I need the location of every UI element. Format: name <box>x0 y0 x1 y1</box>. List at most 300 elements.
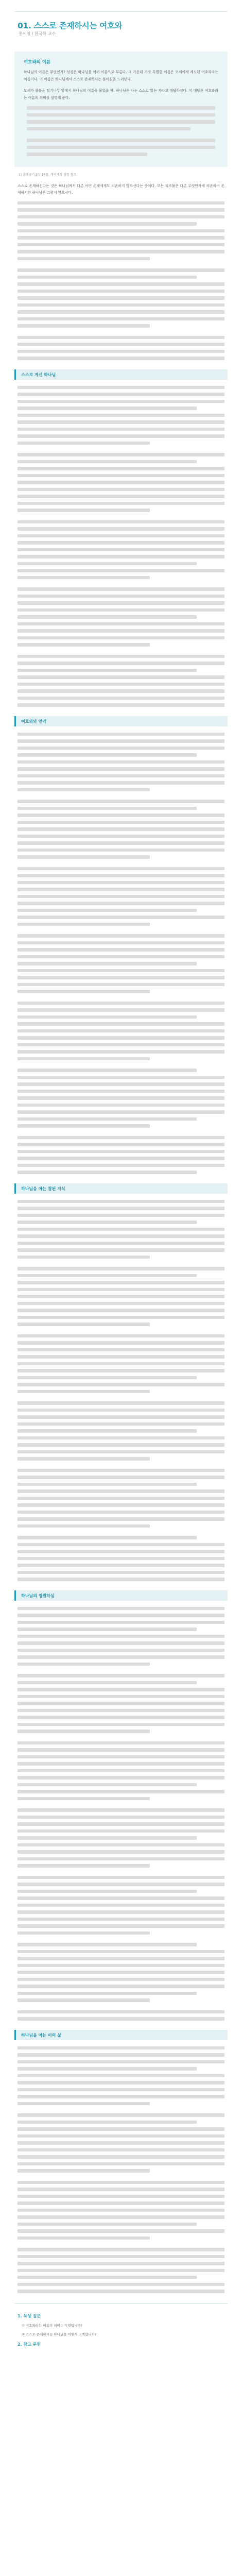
text-line <box>18 1621 224 1624</box>
text-line <box>18 1104 224 1107</box>
text-line <box>18 1057 150 1061</box>
text-line <box>18 1143 224 1146</box>
text-line <box>18 2148 224 2152</box>
section-heading: 하나님의 영원하심 <box>21 1593 55 1598</box>
text-line <box>18 1762 224 1766</box>
text-line <box>18 1469 224 1472</box>
text-line <box>18 2074 224 2078</box>
text-line <box>18 747 224 750</box>
text-line <box>18 453 224 456</box>
text-line <box>18 576 150 580</box>
text-line <box>18 1450 224 1454</box>
text-line <box>18 420 224 424</box>
text-line <box>18 1985 224 1988</box>
text-line <box>18 1681 197 1685</box>
text-line <box>18 534 224 538</box>
text-line <box>18 1228 224 1231</box>
text-line <box>18 208 224 212</box>
text-line <box>18 675 224 679</box>
text-line <box>18 753 197 757</box>
text-line <box>18 1124 150 1128</box>
text-line <box>18 1050 224 1054</box>
text-line <box>18 1069 197 1072</box>
text-line <box>18 760 224 764</box>
text-line <box>18 2195 224 2198</box>
text-line <box>18 1748 224 1752</box>
text-block <box>14 201 228 360</box>
text-line <box>18 548 224 552</box>
text-line <box>18 2229 224 2233</box>
text-line <box>18 2134 224 2138</box>
text-line <box>18 697 224 700</box>
text-line <box>18 243 224 247</box>
text-line <box>18 849 224 852</box>
text-line <box>18 983 224 987</box>
text-line <box>18 1150 224 1154</box>
text-line <box>18 855 150 859</box>
section-heading-bar <box>14 1590 228 1601</box>
document-title: 01. 스스로 존재하시는 여호와 <box>18 21 123 30</box>
text-line <box>18 2067 197 2071</box>
text-line <box>18 336 224 340</box>
text-block <box>14 386 228 707</box>
text-line <box>18 767 224 771</box>
notes-heading: 2. 참고 문헌 <box>18 2342 41 2347</box>
header-rule <box>14 11 228 12</box>
text-line <box>18 1730 150 1733</box>
text-line <box>18 2236 150 2240</box>
text-line <box>18 1741 224 1745</box>
text-line <box>27 152 147 156</box>
text-line <box>18 1783 197 1787</box>
section-heading-bar <box>14 369 228 380</box>
text-line <box>18 541 224 545</box>
text-line <box>18 2215 224 2219</box>
intro-box <box>14 52 228 167</box>
text-line <box>18 1896 224 1900</box>
text-line <box>18 1992 197 1995</box>
text-line <box>18 1971 224 1974</box>
text-line <box>18 406 197 410</box>
text-line <box>18 229 224 233</box>
text-line <box>18 2201 224 2205</box>
text-line <box>18 1476 224 1479</box>
text-line <box>18 1808 224 1812</box>
text-line <box>18 1256 150 1259</box>
text-line <box>18 1571 224 1574</box>
section-heading-bar <box>14 716 228 726</box>
text-line <box>18 781 224 785</box>
text-line <box>18 460 197 464</box>
text-line <box>18 739 224 743</box>
text-line <box>18 317 224 321</box>
text-line <box>18 1096 224 1100</box>
text-block <box>14 1200 228 1581</box>
text-line <box>18 1136 224 1140</box>
text-line <box>18 324 150 328</box>
text-line <box>18 1214 224 1217</box>
footnote: 1) 출애굽기 3장 14절, 개역개정 성경 참조. <box>19 173 78 177</box>
section <box>14 716 228 1174</box>
text-line <box>18 1790 224 1793</box>
text-line <box>18 1383 224 1386</box>
text-line <box>18 1517 224 1521</box>
text-line <box>18 509 150 512</box>
text-line <box>18 1607 224 1611</box>
text-line <box>18 629 224 633</box>
text-line <box>18 2248 224 2251</box>
text-line <box>18 962 197 965</box>
text-line <box>27 146 215 149</box>
text-line <box>18 2169 150 2173</box>
text-line <box>18 800 224 803</box>
text-line <box>18 1369 224 1372</box>
text-line <box>18 1649 224 1652</box>
text-line <box>18 1002 224 1005</box>
text-line <box>18 428 224 431</box>
text-line <box>18 608 224 612</box>
text-line <box>18 1904 224 1907</box>
text-line <box>18 1409 224 1412</box>
text-line <box>18 1171 197 1174</box>
text-line <box>18 941 224 945</box>
text-line <box>18 615 197 619</box>
text-line <box>18 1355 224 1359</box>
text-line <box>27 106 215 110</box>
text-line <box>18 1776 224 1780</box>
text-line <box>18 2088 224 2092</box>
text-line <box>18 296 224 300</box>
text-line <box>18 1200 224 1204</box>
text-line <box>18 1164 224 1167</box>
text-line <box>18 1924 224 1928</box>
text-line <box>18 1415 224 1419</box>
text-line <box>27 113 215 117</box>
text-line <box>18 2113 224 2117</box>
text-line <box>27 139 215 142</box>
text-line <box>18 1029 224 1033</box>
text-line <box>18 655 224 658</box>
text-line <box>18 821 224 824</box>
text-line <box>18 1843 224 1847</box>
text-line <box>18 2010 224 2014</box>
intro-paragraph: 하나님의 이름은 무엇인가? 성경은 하나님을 여러 이름으로 부른다. 그 가운데 가장 특별한 이름은 모세에게 계시된 여호와라는 이름이다. 이 이름은 하나님께서 스스로 존재하시는 분이심을 드러낸다. <box>24 70 218 81</box>
document-page <box>14 0 228 2351</box>
text-line <box>18 1422 224 1426</box>
text-line <box>18 2017 224 2021</box>
section <box>14 2030 228 2293</box>
text-line <box>18 1288 224 1292</box>
text-line <box>18 2155 224 2159</box>
text-line <box>18 555 224 558</box>
section-heading-bar <box>14 1183 228 1194</box>
text-line <box>18 895 224 899</box>
text-line <box>18 1822 224 1826</box>
text-line <box>18 2162 224 2166</box>
text-line <box>18 934 224 938</box>
text-line <box>18 2127 224 2131</box>
text-line <box>18 1295 224 1298</box>
section <box>14 369 228 707</box>
text-line <box>18 414 224 417</box>
text-line <box>18 310 224 314</box>
text-line <box>18 1401 224 1405</box>
text-line <box>18 1816 224 1819</box>
text-line <box>18 969 224 973</box>
text-line <box>18 481 224 484</box>
text-line <box>18 601 224 605</box>
text-line <box>18 1309 224 1312</box>
author-line: 홍세영 / 한국학 교수 <box>19 31 56 36</box>
text-line <box>18 1376 197 1380</box>
text-line <box>18 733 224 736</box>
text-line <box>18 814 224 817</box>
text-line <box>18 1943 197 1946</box>
text-line <box>18 703 224 707</box>
section-heading-bar <box>14 2030 228 2040</box>
text-line <box>18 1864 150 1868</box>
section <box>14 1590 228 2021</box>
text-line <box>18 1267 224 1270</box>
text-line <box>18 1797 150 1801</box>
text-line <box>18 357 224 360</box>
text-line <box>18 835 224 838</box>
text-line <box>18 2223 197 2226</box>
text-line <box>18 1957 224 1960</box>
section-heading: 하나님을 아는 이의 삶 <box>21 2032 61 2038</box>
question-item: ② 스스로 존재하시는 하나님을 어떻게 고백합니까? <box>22 2332 97 2336</box>
text-line <box>18 2188 224 2191</box>
text-line <box>18 1688 224 1691</box>
text-line <box>18 916 224 919</box>
body-paragraph: 스스로 존재하신다는 것은 하나님께서 다른 어떤 존재에게도 의존하지 않으신다는 뜻이다. 모든 피조물은 다른 무엇인가에 의존하여 존재하지만 하나님은 그렇지 않으시다. <box>18 183 224 195</box>
text-line <box>18 215 224 219</box>
text-line <box>18 1836 197 1840</box>
text-line <box>18 1429 197 1433</box>
document-header <box>14 0 228 44</box>
text-line <box>18 689 224 693</box>
text-line <box>18 841 224 845</box>
text-line <box>18 1702 224 1705</box>
text-line <box>18 527 224 531</box>
text-line <box>18 303 224 307</box>
text-line <box>18 250 224 253</box>
text-line <box>27 127 191 131</box>
text-line <box>18 595 224 598</box>
text-line <box>18 662 224 665</box>
text-line <box>18 867 224 871</box>
text-line <box>18 636 224 640</box>
text-line <box>18 888 224 891</box>
text-line <box>18 1043 224 1047</box>
text-line <box>18 222 197 226</box>
text-line <box>18 881 224 885</box>
text-line <box>18 2255 224 2259</box>
text-line <box>18 434 224 438</box>
text-line <box>18 683 224 686</box>
text-line <box>18 1015 197 1019</box>
text-line <box>18 1022 224 1026</box>
text-line <box>18 495 224 498</box>
text-line <box>18 1536 197 1539</box>
text-line <box>18 1910 224 1914</box>
text-line <box>18 1234 224 1238</box>
text-line <box>18 1117 197 1121</box>
text-line <box>18 1695 224 1699</box>
text-line <box>18 923 150 926</box>
text-line <box>18 1755 224 1759</box>
text-line <box>18 1511 224 1514</box>
text-line <box>18 1950 224 1954</box>
text-line <box>18 1334 224 1338</box>
text-line <box>18 1931 150 1935</box>
text-line <box>18 2276 197 2279</box>
text-line <box>18 2081 224 2084</box>
body-text <box>14 183 228 197</box>
text-line <box>18 1564 224 1567</box>
questions-heading: 1. 묵상 질문 <box>18 2313 41 2318</box>
text-line <box>18 467 224 470</box>
text-line <box>18 1550 224 1553</box>
text-line <box>18 1890 197 1893</box>
text-line <box>18 2181 224 2184</box>
question-item: ① 여호와라는 이름의 의미는 무엇입니까? <box>22 2323 83 2328</box>
text-line <box>18 1489 224 1493</box>
text-line <box>18 2209 224 2212</box>
text-line <box>18 1663 150 1666</box>
text-line <box>18 1524 150 1528</box>
text-line <box>18 1716 224 1719</box>
text-line <box>18 909 197 912</box>
text-line <box>18 2269 224 2273</box>
text-line <box>18 2141 224 2145</box>
text-line <box>18 1674 224 1677</box>
text-line <box>18 502 224 505</box>
text-line <box>18 1978 224 1981</box>
text-line <box>18 955 224 959</box>
text-line <box>18 520 224 524</box>
text-line <box>18 276 197 279</box>
text-line <box>18 1390 150 1394</box>
text-line <box>18 1641 224 1645</box>
text-line <box>18 1157 224 1160</box>
text-line <box>18 1281 224 1284</box>
text-line <box>18 2095 224 2098</box>
text-line <box>18 1008 224 1012</box>
text-line <box>18 948 224 952</box>
text-line <box>18 1850 224 1854</box>
text-line <box>18 1248 224 1252</box>
section <box>14 1183 228 1581</box>
text-line <box>18 400 224 403</box>
text-line <box>18 2283 224 2286</box>
text-line <box>18 2046 224 2050</box>
text-line <box>18 562 197 566</box>
text-line <box>18 1769 224 1773</box>
text-line <box>18 990 150 993</box>
text-line <box>18 257 150 261</box>
text-line <box>18 1503 224 1507</box>
text-block <box>14 733 228 1174</box>
text-line <box>18 1709 224 1713</box>
section-heading: 하나님을 아는 참된 지식 <box>21 1186 65 1191</box>
text-line <box>18 386 224 389</box>
text-line <box>18 474 224 478</box>
text-line <box>18 2060 224 2064</box>
text-line <box>18 1918 224 1921</box>
text-line <box>18 1090 224 1093</box>
text-line <box>18 442 150 445</box>
text-line <box>18 488 224 492</box>
text-line <box>18 1076 224 1079</box>
text-line <box>18 282 224 286</box>
text-line <box>18 788 150 792</box>
text-line <box>18 2053 224 2057</box>
text-line <box>18 774 224 778</box>
text-line <box>18 1998 150 2002</box>
text-line <box>18 1274 197 1278</box>
text-line <box>18 343 224 346</box>
text-line <box>18 1964 224 1968</box>
text-line <box>18 2121 197 2124</box>
text-line <box>18 1483 197 1486</box>
text-line <box>18 1614 224 1617</box>
text-line <box>18 1829 224 1833</box>
text-line <box>18 236 224 240</box>
intro-heading: 여호와의 이름 <box>24 60 51 65</box>
section-heading: 스스로 계신 하나님 <box>21 372 56 377</box>
text-line <box>18 1242 224 1245</box>
text-line <box>18 1348 224 1352</box>
text-line <box>18 669 197 672</box>
text-line <box>18 2290 224 2293</box>
text-line <box>18 201 224 205</box>
text-line <box>18 1443 224 1447</box>
text-line <box>18 268 224 272</box>
text-line <box>18 1557 224 1561</box>
text-line <box>18 2262 224 2265</box>
text-line <box>18 622 224 626</box>
text-line <box>18 2102 150 2106</box>
end-box <box>14 2303 228 2347</box>
text-line <box>18 350 224 353</box>
text-line <box>18 1436 224 1440</box>
text-line <box>18 1635 224 1638</box>
text-line <box>18 1578 224 1581</box>
text-line <box>18 569 224 572</box>
text-block <box>14 1607 228 2021</box>
text-line <box>18 827 224 831</box>
text-line <box>18 807 197 810</box>
text-line <box>18 1883 224 1886</box>
text-line <box>18 1362 224 1366</box>
text-line <box>18 1543 224 1547</box>
section-heading: 여호와와 언약 <box>21 719 47 724</box>
text-line <box>18 1723 224 1726</box>
text-line <box>18 902 224 905</box>
text-line <box>18 1341 224 1345</box>
text-line <box>18 1110 224 1114</box>
text-line <box>18 1628 197 1631</box>
text-line <box>27 120 215 124</box>
text-line <box>18 1876 224 1879</box>
text-line <box>18 1082 224 1086</box>
text-line <box>18 1036 224 1040</box>
text-line <box>18 1302 224 1306</box>
text-line <box>18 976 224 979</box>
text-line <box>18 1323 150 1326</box>
text-line <box>18 1207 224 1210</box>
